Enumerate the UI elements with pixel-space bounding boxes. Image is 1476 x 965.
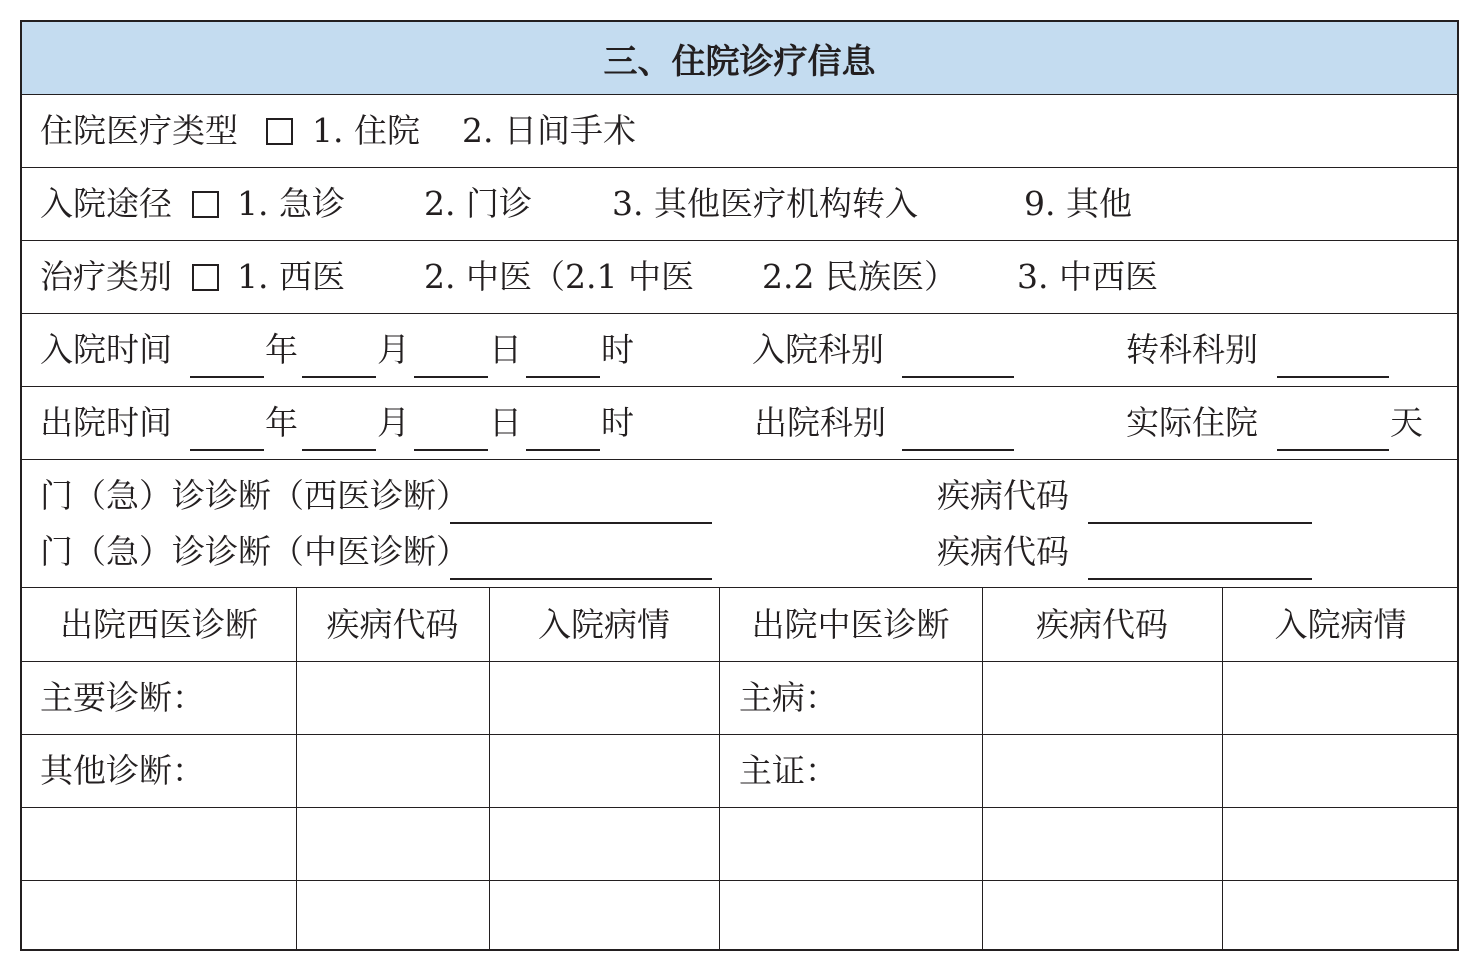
- main-disease-label: 主病：: [739, 678, 838, 717]
- grid-row-divider: [22, 661, 1457, 662]
- treatment-type-checkbox[interactable]: [192, 264, 219, 291]
- admission-dept-field[interactable]: [902, 376, 1014, 378]
- inpatient-info-form: [20, 20, 1459, 951]
- admission-hour-field[interactable]: [526, 376, 600, 378]
- treatment-option-2-2: 2.2 民族医）: [762, 257, 957, 296]
- admission-month-field[interactable]: [302, 376, 376, 378]
- discharge-dept-label: 出院科别: [754, 403, 886, 442]
- route-option-2: 2. 门诊: [424, 184, 532, 223]
- discharge-hour-unit: 时: [601, 403, 634, 442]
- table-header: 疾病代码: [326, 605, 459, 644]
- route-option-9: 9. 其他: [1024, 184, 1132, 223]
- opd-west-code-field[interactable]: [1088, 522, 1312, 524]
- admission-route-label: 入院途径: [40, 184, 172, 223]
- table-header: 入院病情: [538, 605, 670, 644]
- main-syndrome-label: 主证：: [739, 751, 838, 790]
- opd-west-diagnosis-label: 门（急）诊诊断（西医诊断）: [40, 476, 469, 515]
- admission-day-field[interactable]: [414, 376, 488, 378]
- admission-hour-unit: 时: [601, 330, 634, 369]
- grid-row-divider: [22, 734, 1457, 735]
- opd-west-code-label: 疾病代码: [937, 476, 1069, 515]
- discharge-year-field[interactable]: [190, 449, 264, 451]
- admission-dept-label: 入院科别: [752, 330, 884, 369]
- opd-west-diagnosis-field[interactable]: [450, 522, 712, 524]
- admission-year-field[interactable]: [190, 376, 264, 378]
- outpatient-diagnosis-row: [22, 460, 1457, 588]
- actual-stay-unit: 天: [1390, 403, 1423, 442]
- care-type-row: [22, 95, 1457, 168]
- table-header: 出院西医诊断: [60, 605, 258, 644]
- discharge-dept-field[interactable]: [902, 449, 1014, 451]
- admission-route-checkbox[interactable]: [192, 191, 219, 218]
- treatment-type-checkbox-wrap: [190, 257, 221, 297]
- treatment-type-row: [22, 241, 1457, 314]
- actual-stay-label: 实际住院: [1126, 403, 1258, 442]
- admission-month-unit: 月: [377, 330, 410, 369]
- care-type-checkbox-wrap: [264, 111, 295, 151]
- section-title: [22, 22, 1457, 95]
- table-header: 出院中医诊断: [751, 605, 950, 644]
- discharge-month-field[interactable]: [302, 449, 376, 451]
- transfer-dept-field[interactable]: [1277, 376, 1389, 378]
- admission-year-unit: 年: [265, 330, 298, 369]
- discharge-hour-field[interactable]: [526, 449, 600, 451]
- admission-time-label: 入院时间: [40, 330, 172, 369]
- opd-tcm-code-label: 疾病代码: [937, 532, 1069, 571]
- discharge-month-unit: 月: [377, 403, 410, 442]
- table-header: 入院病情: [1274, 605, 1407, 644]
- grid-row-divider: [22, 880, 1457, 881]
- care-type-label: 住院医疗类型: [40, 111, 238, 150]
- care-type-option-2: 2. 日间手术: [462, 111, 636, 150]
- admission-time-row: [22, 314, 1457, 387]
- discharge-time-row: [22, 387, 1457, 460]
- discharge-time-label: 出院时间: [40, 403, 172, 442]
- care-type-checkbox[interactable]: [266, 118, 293, 145]
- discharge-diagnosis-table: [22, 588, 1457, 951]
- treatment-type-label: 治疗类别: [40, 257, 172, 296]
- treatment-option-1: 1. 西医: [237, 257, 345, 296]
- discharge-day-unit: 日: [489, 403, 522, 442]
- discharge-year-unit: 年: [265, 403, 298, 442]
- treatment-option-3: 3. 中西医: [1017, 257, 1158, 296]
- section-title-text: 三、住院诊疗信息: [603, 41, 876, 82]
- route-option-1: 1. 急诊: [237, 184, 345, 223]
- route-option-3: 3. 其他医疗机构转入: [612, 184, 918, 223]
- admission-day-unit: 日: [489, 330, 522, 369]
- admission-route-checkbox-wrap: [190, 184, 221, 224]
- treatment-option-2: 2. 中医（2.1 中医: [424, 257, 694, 296]
- other-diagnosis-label: 其他诊断：: [40, 751, 205, 790]
- actual-stay-field[interactable]: [1277, 449, 1389, 451]
- transfer-dept-label: 转科科别: [1126, 330, 1258, 369]
- opd-tcm-diagnosis-field[interactable]: [450, 578, 712, 580]
- opd-tcm-code-field[interactable]: [1088, 578, 1312, 580]
- main-diagnosis-label: 主要诊断：: [40, 678, 205, 717]
- discharge-day-field[interactable]: [414, 449, 488, 451]
- opd-tcm-diagnosis-label: 门（急）诊诊断（中医诊断）: [40, 532, 469, 571]
- table-header: 疾病代码: [1036, 605, 1168, 644]
- care-type-option-1: 1. 住院: [312, 111, 420, 150]
- admission-route-row: [22, 168, 1457, 241]
- grid-row-divider: [22, 807, 1457, 808]
